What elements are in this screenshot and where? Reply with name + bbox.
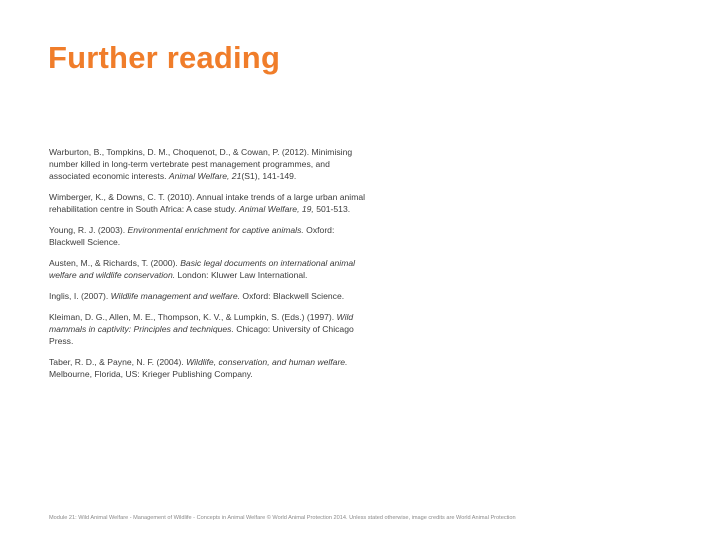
reference-text: Inglis, I. (2007).	[49, 291, 111, 301]
reference-text: Austen, M., & Richards, T. (2000).	[49, 258, 181, 268]
reference-text: Oxford: Blackwell Science.	[240, 291, 345, 301]
reference-text: Taber, R. D., & Payne, N. F. (2004).	[49, 357, 187, 367]
reference-item	[49, 224, 367, 248]
reference-text: Oxford: Blackwell Science.	[49, 225, 335, 247]
reference-item	[49, 191, 367, 215]
reference-item	[49, 290, 367, 302]
reference-text: (S1), 141-149.	[241, 171, 297, 181]
reference-list	[49, 146, 367, 389]
reference-item	[49, 257, 367, 281]
slide-footer: Module 21: Wild Animal Welfare - Management of Wildlife - Concepts in Animal Welfare © World Animal Protection 2014. Unless stated otherwise, image credits are World Animal Protection	[49, 515, 516, 521]
reference-text: Kleiman, D. G., Allen, M. E., Thompson, K. V., & Lumpkin, S. (Eds.) (1997).	[49, 312, 337, 322]
slide-title: Further reading	[48, 40, 281, 75]
reference-italic: Environmental enrichment for captive animals.	[127, 225, 304, 235]
reference-text: Wimberger, K., & Downs, C. T. (2010). Annual intake trends of a large urban animal rehabilitation centre in South Africa: A case study.	[49, 192, 366, 214]
reference-italic: Animal Welfare, 21	[168, 171, 242, 181]
reference-italic: Basic legal documents on international animal welfare and wildlife conservation.	[49, 258, 356, 280]
reference-italic: Wildlife, conservation, and human welfare.	[186, 357, 348, 367]
reference-text: 501-513.	[313, 204, 351, 214]
reference-italic: Wild mammals in captivity: Principles and techniques.	[49, 312, 354, 334]
reference-text: Melbourne, Florida, US: Krieger Publishing Company.	[49, 369, 253, 379]
reference-item	[49, 356, 367, 380]
reference-text: Warburton, B., Tompkins, D. M., Choquenot, D., & Cowan, P. (2012). Minimising number killed in long-term vertebrate pest management programmes, and associated economic interests.	[49, 147, 353, 181]
reference-text: London: Kluwer Law International.	[175, 270, 308, 280]
reference-item	[49, 311, 367, 347]
reference-text: Young, R. J. (2003).	[49, 225, 128, 235]
reference-text: Chicago: University of Chicago Press.	[49, 324, 354, 346]
reference-italic: Animal Welfare, 19,	[238, 204, 314, 214]
reference-italic: Wildlife management and welfare.	[110, 291, 240, 301]
reference-item	[49, 146, 367, 182]
